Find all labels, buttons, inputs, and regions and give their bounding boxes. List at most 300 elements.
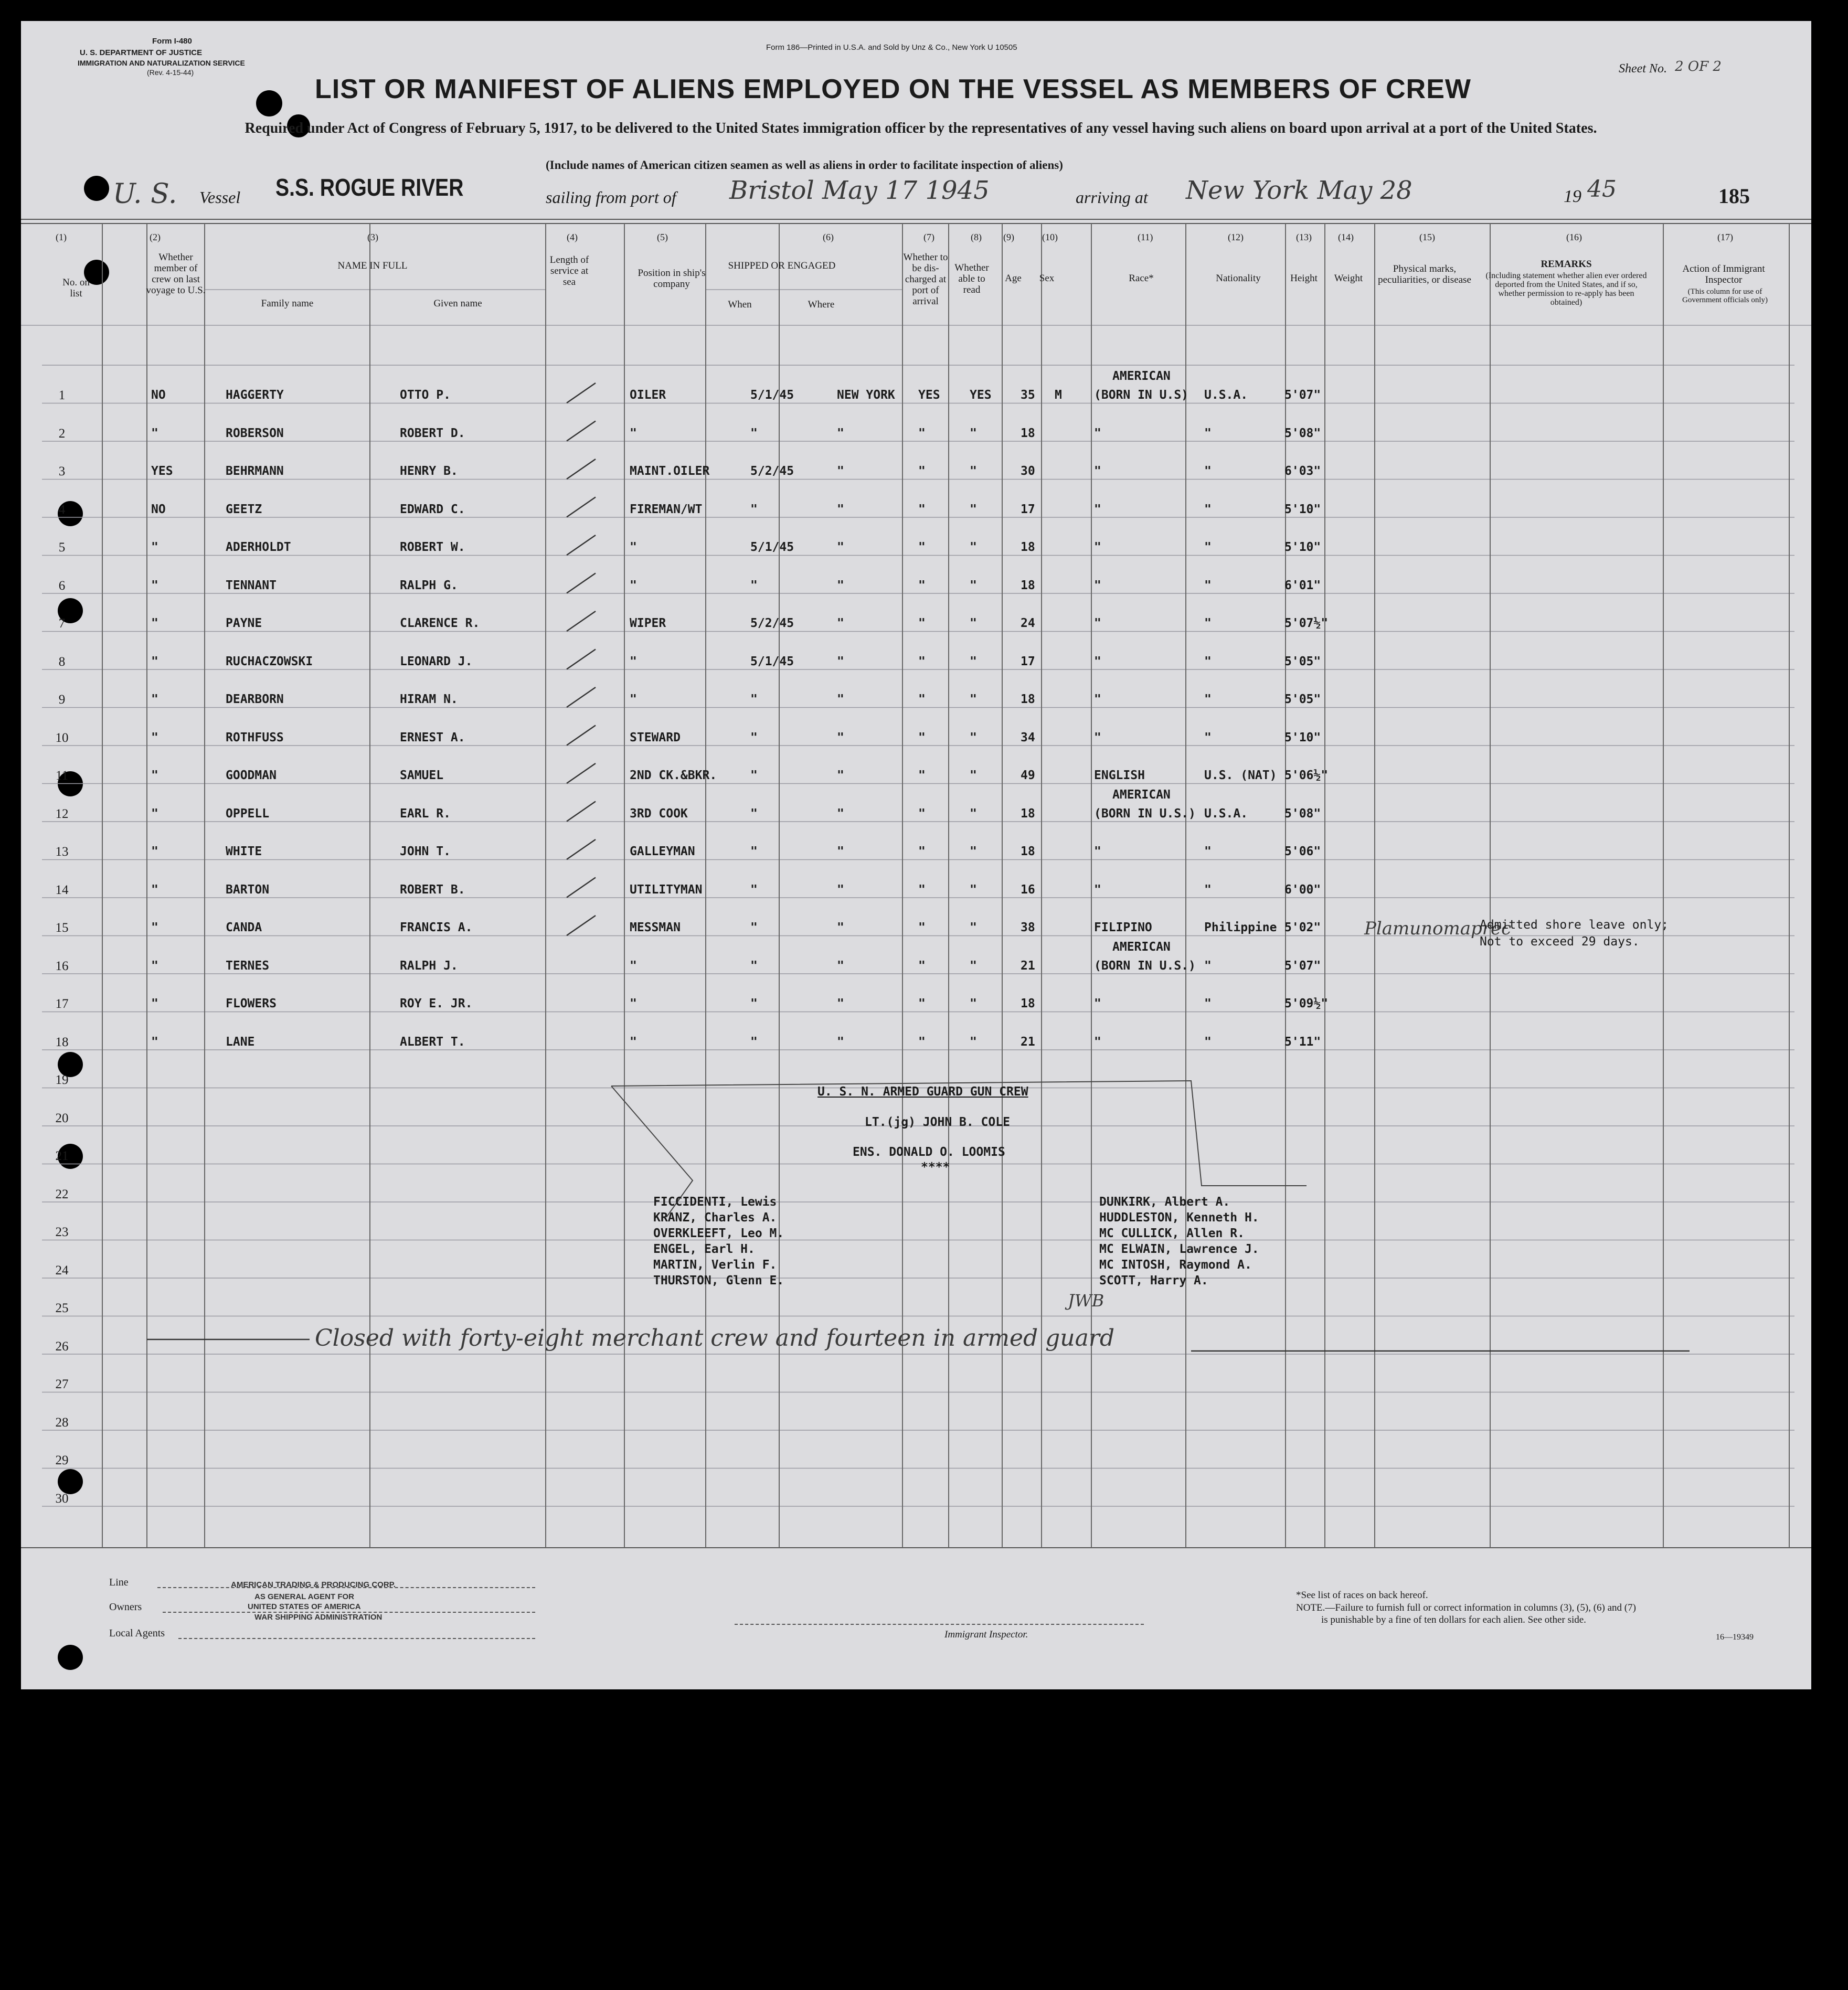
header-family-name: Family name [261, 298, 314, 309]
empty-row-number: 27 [55, 1377, 69, 1391]
where-cell: " [837, 464, 844, 478]
race-cell: (BORN IN U.S.) [1094, 806, 1196, 821]
column-number: (12) [1228, 232, 1244, 242]
row-number: 10 [55, 730, 69, 745]
height-cell: 5'08" [1284, 426, 1321, 440]
where-cell: " [837, 882, 844, 897]
discharged-cell: " [918, 882, 926, 897]
age-cell: 21 [1021, 1035, 1035, 1049]
discharged-cell: " [918, 578, 926, 592]
header-member-last-voyage: Whether member of crew on last voyage to U.S. [146, 252, 206, 296]
height-cell: 5'10" [1284, 540, 1321, 554]
given-name-cell: RALPH J. [400, 959, 458, 973]
header-height: Height [1290, 273, 1318, 284]
row-number: 11 [55, 769, 69, 783]
discharged-cell: " [918, 921, 926, 934]
page-title: LIST OR MANIFEST OF ALIENS EMPLOYED ON THE VESSEL AS MEMBERS OF CREW [315, 74, 1471, 104]
race-cell: " [1094, 426, 1101, 440]
guard-member: OVERKLEEFT, Leo M. [653, 1227, 784, 1240]
guard-member: ENGEL, Earl H. [653, 1242, 755, 1256]
column-number: (5) [657, 232, 668, 242]
nationality-cell: U.S.A. [1204, 388, 1248, 402]
length-service-tick [567, 535, 596, 555]
last-voyage-cell: " [151, 959, 158, 973]
given-name-cell: ALBERT T. [400, 1035, 465, 1049]
where-cell: " [837, 997, 844, 1010]
able-read-cell: " [970, 730, 977, 744]
position-cell: " [630, 997, 637, 1010]
service: IMMIGRATION AND NATURALIZATION SERVICE [78, 59, 245, 67]
header-age: Age [1005, 273, 1022, 284]
height-cell: 5'07½" [1284, 616, 1329, 630]
when-cell: 5/2/45 [750, 616, 794, 630]
family-name-cell: HAGGERTY [226, 388, 284, 402]
age-cell: 18 [1021, 540, 1035, 554]
last-voyage-cell: NO [151, 388, 166, 402]
guard-member: THURSTON, Glenn E. [653, 1274, 784, 1287]
last-voyage-cell: YES [151, 464, 173, 478]
length-service-tick [567, 611, 596, 631]
where-cell: " [837, 578, 844, 592]
where-cell: " [837, 502, 844, 516]
given-name-cell: ERNEST A. [400, 730, 465, 744]
length-service-tick [567, 650, 596, 669]
height-cell: 5'11" [1284, 1035, 1321, 1049]
length-service-tick [567, 878, 596, 898]
able-read-cell: " [970, 1035, 977, 1049]
column-number: (13) [1296, 232, 1312, 242]
revision: (Rev. 4-15-44) [147, 68, 194, 77]
family-name-cell: WHITE [226, 845, 262, 858]
able-read-cell: " [970, 578, 977, 592]
discharged-cell: " [918, 997, 926, 1010]
empty-row-number: 26 [55, 1339, 69, 1354]
header-no-on-list: No. on list [62, 277, 90, 299]
empty-row-number: 23 [55, 1225, 69, 1239]
year-prefix: 19 [1564, 187, 1581, 206]
row-number: 9 [58, 693, 66, 707]
column-number: (15) [1419, 232, 1435, 242]
position-cell: GALLEYMAN [630, 845, 695, 858]
able-read-cell: " [970, 616, 977, 630]
family-name-cell: OPPELL [226, 806, 270, 821]
able-read-cell: " [970, 693, 977, 706]
row-number: 12 [55, 806, 69, 821]
length-service-tick [567, 802, 596, 822]
column-number: (2) [150, 232, 161, 242]
last-voyage-cell: NO [151, 502, 166, 516]
where-cell: " [837, 921, 844, 934]
sailing-value: Bristol May 17 1945 [729, 176, 990, 205]
where-cell: " [837, 806, 844, 821]
family-name-cell: BEHRMANN [226, 464, 284, 478]
family-name-cell: TENNANT [226, 578, 277, 592]
age-cell: 30 [1021, 464, 1035, 478]
position-cell: FIREMAN/WT [630, 502, 703, 516]
nationality-cell: " [1204, 882, 1212, 897]
stamp-line-1: AMERICAN TRADING & PRODUCING CORP. [231, 1580, 396, 1589]
header-remarks: REMARKS [1541, 259, 1592, 270]
given-name-cell: HENRY B. [400, 464, 458, 478]
when-cell: 5/1/45 [750, 540, 794, 554]
position-cell: 3RD COOK [630, 806, 688, 821]
last-voyage-cell: " [151, 693, 158, 706]
discharged-cell: " [918, 769, 926, 782]
height-cell: 6'01" [1284, 578, 1321, 592]
header-discharged: Whether to be dis-charged at port of arrival [903, 252, 948, 307]
when-cell: " [750, 806, 758, 821]
age-cell: 21 [1021, 959, 1035, 973]
row-number: 17 [55, 997, 69, 1011]
guard-member: FICCIDENTI, Lewis [653, 1195, 777, 1209]
row-number: 18 [55, 1035, 69, 1049]
position-cell: " [630, 578, 637, 592]
inspector-label: Immigrant Inspector. [944, 1629, 1028, 1640]
family-name-cell: ROBERSON [226, 426, 284, 440]
empty-row-number: 29 [55, 1453, 69, 1467]
when-cell: 5/2/45 [750, 464, 794, 478]
guard-member: MC INTOSH, Raymond A. [1099, 1258, 1252, 1272]
given-name-cell: CLARENCE R. [400, 616, 480, 630]
when-cell: " [750, 882, 758, 897]
when-cell: " [750, 997, 758, 1010]
nationality-cell: " [1204, 616, 1212, 630]
height-cell: 5'02" [1284, 921, 1321, 934]
header-shipped: SHIPPED OR ENGAGED [728, 260, 836, 271]
height-cell: 5'05" [1284, 654, 1321, 668]
position-cell: " [630, 693, 637, 706]
note-line-1: NOTE.—Failure to furnish full or correct information in columns (3), (5), (6) and (7) [1296, 1602, 1636, 1613]
when-cell: " [750, 845, 758, 858]
given-name-cell: JOHN T. [400, 845, 451, 858]
height-cell: 5'10" [1284, 730, 1321, 744]
discharged-cell: " [918, 426, 926, 440]
able-read-cell: " [970, 845, 977, 858]
where-cell: " [837, 426, 844, 440]
when-cell: " [750, 502, 758, 516]
empty-row-number: 19 [55, 1073, 69, 1087]
family-name-cell: GOODMAN [226, 769, 277, 782]
age-cell: 18 [1021, 578, 1035, 592]
last-voyage-cell: " [151, 730, 158, 744]
race-cell: " [1094, 502, 1101, 516]
given-name-cell: ROBERT W. [400, 540, 465, 554]
stamp-line-3: UNITED STATES OF AMERICA [248, 1602, 361, 1611]
discharged-cell: YES [918, 388, 940, 402]
height-cell: 5'10" [1284, 502, 1321, 516]
nationality-cell: " [1204, 464, 1212, 478]
race-cell: " [1094, 540, 1101, 554]
position-cell: OILER [630, 388, 666, 402]
nationality-cell: " [1204, 693, 1212, 706]
row-number: 15 [55, 921, 69, 935]
armed-guard-officer-2: ENS. DONALD O. LOOMIS [853, 1145, 1005, 1159]
discharged-cell: " [918, 845, 926, 858]
header-where: Where [808, 299, 835, 310]
age-cell: 24 [1021, 616, 1035, 630]
age-cell: 17 [1021, 502, 1035, 516]
header-remarks-note: (Including statement whether alien ever ordered deported from the United States, and if so, whether permission to re-apply has been obtained) [1485, 271, 1647, 307]
empty-row-number: 24 [55, 1263, 69, 1278]
header-action-note: (This column for use of Government officials only) [1682, 288, 1768, 304]
vessel-name: S.S. ROGUE RIVER [275, 174, 464, 201]
row-number: 5 [58, 540, 66, 555]
age-cell: 18 [1021, 997, 1035, 1010]
row-number: 6 [58, 578, 66, 593]
row-number: 13 [55, 845, 69, 859]
row-number: 8 [58, 654, 66, 669]
discharged-cell: " [918, 1035, 926, 1049]
guard-member: DUNKIRK, Albert A. [1099, 1195, 1230, 1209]
family-name-cell: BARTON [226, 882, 270, 897]
race-cell: " [1094, 845, 1101, 858]
row-number: 4 [58, 502, 66, 517]
length-service-tick [567, 916, 596, 935]
height-cell: 5'09½" [1284, 997, 1329, 1010]
position-cell: MESSMAN [630, 921, 681, 934]
stamp-line-2: AS GENERAL AGENT FOR [254, 1592, 355, 1601]
when-cell: " [750, 1035, 758, 1049]
able-read-cell: YES [970, 388, 992, 402]
last-voyage-cell: " [151, 845, 158, 858]
where-cell: " [837, 959, 844, 973]
race-cell: " [1094, 654, 1101, 668]
column-number: (14) [1338, 232, 1354, 242]
header-length-service: Length of service at sea [549, 254, 589, 288]
length-service-tick [567, 459, 596, 479]
able-read-cell: " [970, 882, 977, 897]
able-read-cell: " [970, 806, 977, 821]
position-cell: UTILITYMAN [630, 882, 703, 897]
last-voyage-cell: " [151, 540, 158, 554]
header-action-inspector: Action of Immigrant Inspector [1682, 263, 1765, 285]
race-cell: " [1094, 693, 1101, 706]
page-number: 185 [1718, 184, 1750, 208]
last-voyage-cell: " [151, 997, 158, 1010]
nationality-cell: " [1204, 502, 1212, 516]
armed-guard-heading: U. S. N. ARMED GUARD GUN CREW [817, 1085, 1028, 1099]
position-cell: " [630, 959, 637, 973]
discharged-cell: " [918, 502, 926, 516]
row-number: 7 [58, 616, 66, 631]
last-voyage-cell: " [151, 921, 158, 934]
able-read-cell: " [970, 997, 977, 1010]
height-cell: 5'07" [1284, 388, 1321, 402]
family-name-cell: RUCHACZOWSKI [226, 654, 313, 668]
nationality-cell: " [1204, 845, 1212, 858]
armed-guard-stars: **** [921, 1161, 950, 1174]
able-read-cell: " [970, 654, 977, 668]
races-note: *See list of races on back hereof. [1296, 1590, 1428, 1601]
discharged-cell: " [918, 540, 926, 554]
race-top-cell: AMERICAN [1112, 940, 1171, 954]
able-read-cell: " [970, 426, 977, 440]
last-voyage-cell: " [151, 426, 158, 440]
agents-label: Local Agents [109, 1627, 165, 1639]
height-cell: 6'03" [1284, 464, 1321, 478]
sheet-value: 2 OF 2 [1675, 59, 1722, 75]
where-cell: " [837, 1035, 844, 1049]
year-value: 45 [1587, 176, 1617, 203]
header-weight: Weight [1334, 273, 1363, 284]
age-cell: 18 [1021, 806, 1035, 821]
age-cell: 34 [1021, 730, 1035, 744]
height-cell: 6'00" [1284, 882, 1321, 897]
family-name-cell: TERNES [226, 959, 270, 973]
when-cell: 5/1/45 [750, 388, 794, 402]
discharged-cell: " [918, 959, 926, 973]
column-number: (9) [1003, 232, 1014, 242]
last-voyage-cell: " [151, 769, 158, 782]
position-cell: STEWARD [630, 730, 681, 744]
header-sex: Sex [1039, 273, 1055, 284]
empty-row-number: 25 [55, 1301, 69, 1315]
nationality-cell: " [1204, 997, 1212, 1010]
length-service-tick [567, 839, 596, 859]
given-name-cell: SAMUEL [400, 769, 444, 782]
vessel-nation: U. S. [113, 178, 177, 210]
column-number: (4) [567, 232, 578, 242]
discharged-cell: " [918, 654, 926, 668]
column-number: (7) [923, 232, 934, 242]
length-service-tick [567, 687, 596, 707]
guard-member: MARTIN, Verlin F. [653, 1258, 777, 1272]
age-cell: 38 [1021, 921, 1035, 934]
position-cell: " [630, 1035, 637, 1049]
position-cell: 2ND CK.&BKR. [630, 769, 717, 782]
position-cell: " [630, 654, 637, 668]
arriving-label: arriving at [1076, 188, 1148, 207]
when-cell: " [750, 578, 758, 592]
last-voyage-cell: " [151, 882, 158, 897]
row-number: 14 [55, 882, 69, 897]
note-line-2: is punishable by a fine of ten dollars for each alien. See other side. [1321, 1614, 1586, 1625]
family-name-cell: DEARBORN [226, 693, 284, 706]
row-number: 1 [58, 388, 66, 402]
where-cell: " [837, 616, 844, 630]
race-cell: (BORN IN U.S) [1094, 388, 1189, 402]
empty-row-number: 22 [55, 1187, 69, 1201]
height-cell: 5'08" [1284, 806, 1321, 821]
header-when: When [728, 299, 752, 310]
department: U. S. DEPARTMENT OF JUSTICE [80, 48, 203, 57]
able-read-cell: " [970, 959, 977, 973]
where-cell: " [837, 540, 844, 554]
given-name-cell: EARL R. [400, 806, 451, 821]
nationality-cell: " [1204, 959, 1212, 973]
nationality-cell: " [1204, 426, 1212, 440]
instruction: (Include names of American citizen seamen as well as aliens in order to facilitate inspection of aliens) [546, 158, 1063, 172]
length-service-tick [567, 763, 596, 783]
length-service-tick [567, 497, 596, 517]
length-service-tick [567, 383, 596, 403]
able-read-cell: " [970, 502, 977, 516]
nationality-cell: " [1204, 578, 1212, 592]
age-cell: 18 [1021, 845, 1035, 858]
column-number: (16) [1566, 232, 1582, 242]
nationality-cell: U.S. (NAT) [1204, 769, 1277, 782]
given-name-cell: ROBERT B. [400, 882, 465, 897]
race-cell: " [1094, 730, 1101, 744]
race-cell: " [1094, 464, 1101, 478]
position-cell: " [630, 540, 637, 554]
when-cell: " [750, 426, 758, 440]
nationality-cell: " [1204, 1035, 1212, 1049]
column-number: (3) [367, 232, 378, 242]
nationality-cell: " [1204, 730, 1212, 744]
closing-note: Closed with forty-eight merchant crew and fourteen in armed guard [315, 1325, 1115, 1352]
guard-member: KRANZ, Charles A. [653, 1211, 777, 1225]
header-given-name: Given name [433, 298, 482, 309]
inspector-underline [735, 1624, 1144, 1625]
where-cell: NEW YORK [837, 388, 895, 402]
column-number: (1) [56, 232, 67, 242]
row-number: 16 [55, 959, 69, 973]
form-code: 16—19349 [1716, 1633, 1754, 1642]
remark-15-typed-1: Admitted shore leave only; [1480, 918, 1669, 932]
race-cell: " [1094, 1035, 1101, 1049]
position-cell: WIPER [630, 616, 666, 630]
arriving-value: New York May 28 [1186, 176, 1412, 205]
nationality-cell: " [1204, 540, 1212, 554]
header-nationality: Nationality [1216, 273, 1261, 284]
owners-label: Owners [109, 1601, 142, 1613]
length-service-tick [567, 421, 596, 441]
sheet-label: Sheet No. [1619, 62, 1667, 76]
nationality-cell: Philippine [1204, 921, 1277, 934]
agents-underline [178, 1638, 535, 1639]
sex-cell: M [1055, 388, 1062, 402]
race-cell: (BORN IN U.S.) [1094, 959, 1196, 973]
when-cell: " [750, 730, 758, 744]
family-name-cell: CANDA [226, 921, 262, 934]
form-number: Form I-480 [152, 37, 192, 46]
when-cell: " [750, 769, 758, 782]
guard-member: HUDDLESTON, Kenneth H. [1099, 1211, 1259, 1225]
column-number: (8) [971, 232, 982, 242]
nationality-cell: U.S.A. [1204, 806, 1248, 821]
height-cell: 5'05" [1284, 693, 1321, 706]
empty-row-number: 30 [55, 1491, 69, 1506]
header-position: Position in ship's company [638, 268, 706, 290]
race-cell: " [1094, 616, 1101, 630]
height-cell: 5'07" [1284, 959, 1321, 973]
where-cell: " [837, 693, 844, 706]
age-cell: 49 [1021, 769, 1035, 782]
remark-15-typed-2: Not to exceed 29 days. [1480, 935, 1640, 949]
column-number: (10) [1042, 232, 1058, 242]
last-voyage-cell: " [151, 654, 158, 668]
row-number: 3 [58, 464, 66, 478]
manifest-sheet [21, 21, 1811, 1689]
when-cell: 5/1/45 [750, 654, 794, 668]
subtitle: Required under Act of Congress of February 5, 1917, to be delivered to the United States immigration officer by the representatives of any vessel having such aliens on board upon arrival at a port of the United States. [245, 120, 1597, 136]
discharged-cell: " [918, 730, 926, 744]
race-cell: " [1094, 997, 1101, 1010]
header-able-read: Whether able to read [954, 262, 989, 295]
where-cell: " [837, 845, 844, 858]
header-physical-marks: Physical marks, peculiarities, or disease [1378, 263, 1471, 285]
vessel-label: Vessel [199, 188, 241, 207]
able-read-cell: " [970, 921, 977, 934]
where-cell: " [837, 730, 844, 744]
column-number: (11) [1138, 232, 1153, 242]
race-cell: " [1094, 882, 1101, 897]
discharged-cell: " [918, 693, 926, 706]
age-cell: 18 [1021, 693, 1035, 706]
age-cell: 35 [1021, 388, 1035, 402]
age-cell: 17 [1021, 654, 1035, 668]
